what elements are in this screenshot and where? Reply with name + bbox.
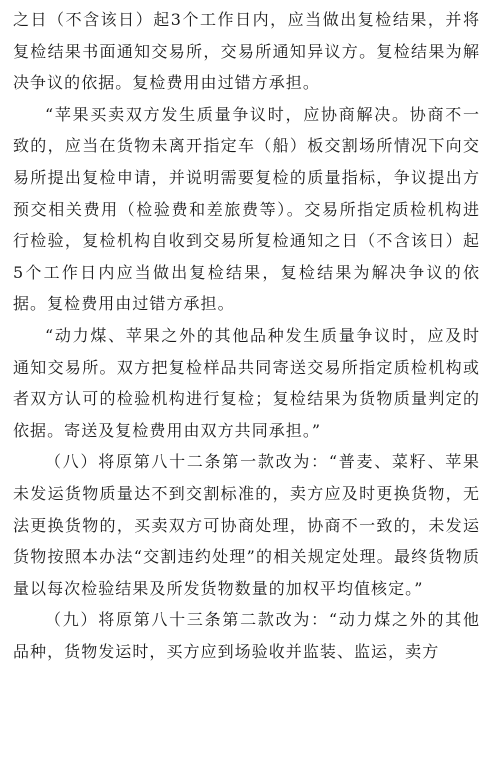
- paragraph-recheck-result: 之日（不含该日）起3个工作日内，应当做出复检结果，并将复检结果书面通知交易所，交易所通知异议方。复检结果为解决争议的依据。复检费用由过错方承担。: [13, 10, 480, 93]
- paragraph-other-varieties-dispute: “动力煤、苹果之外的其他品种发生质量争议时，应及时通知交易所。双方把复检样品共同寄送交易所指定质检机构或者双方认可的检验机构进行复检；复检结果为货物质量判定的依据。寄送及复检费用由双方共同承担。”: [13, 325, 480, 440]
- paragraph-amendment-eight: （八）将原第八十二条第一款改为：“普麦、菜籽、苹果未发运货物质量达不到交割标准的，卖方应及时更换货物，无法更换货物的，买卖双方可协商处理，协商不一致的，未发运货物按照本办法“交割违约处理”的相关规定处理。最终货物质量以每次检验结果及所发货物数量的加权平均值核定。”: [13, 452, 480, 598]
- paragraph-apple-quality-dispute: “苹果买卖双方发生质量争议时，应协商解决。协商不一致的，应当在货物未离开指定车（船）板交割场所情况下向交易所提出复检申请，并说明需要复检的质量指标，争议提出方预交相关费用（检验费和差旅费等）。交易所指定质检机构进行检验，复检机构自收到交易所复检通知之日（不含该日）起5个工作日内应当做出复检结果，复检结果为解决争议的依据。复检费用由过错方承担。: [13, 104, 480, 314]
- paragraph-amendment-nine: （九）将原第八十三条第二款改为：“动力煤之外的其他品种，货物发运时，买方应到场验收并监装、监运，卖方: [13, 610, 480, 661]
